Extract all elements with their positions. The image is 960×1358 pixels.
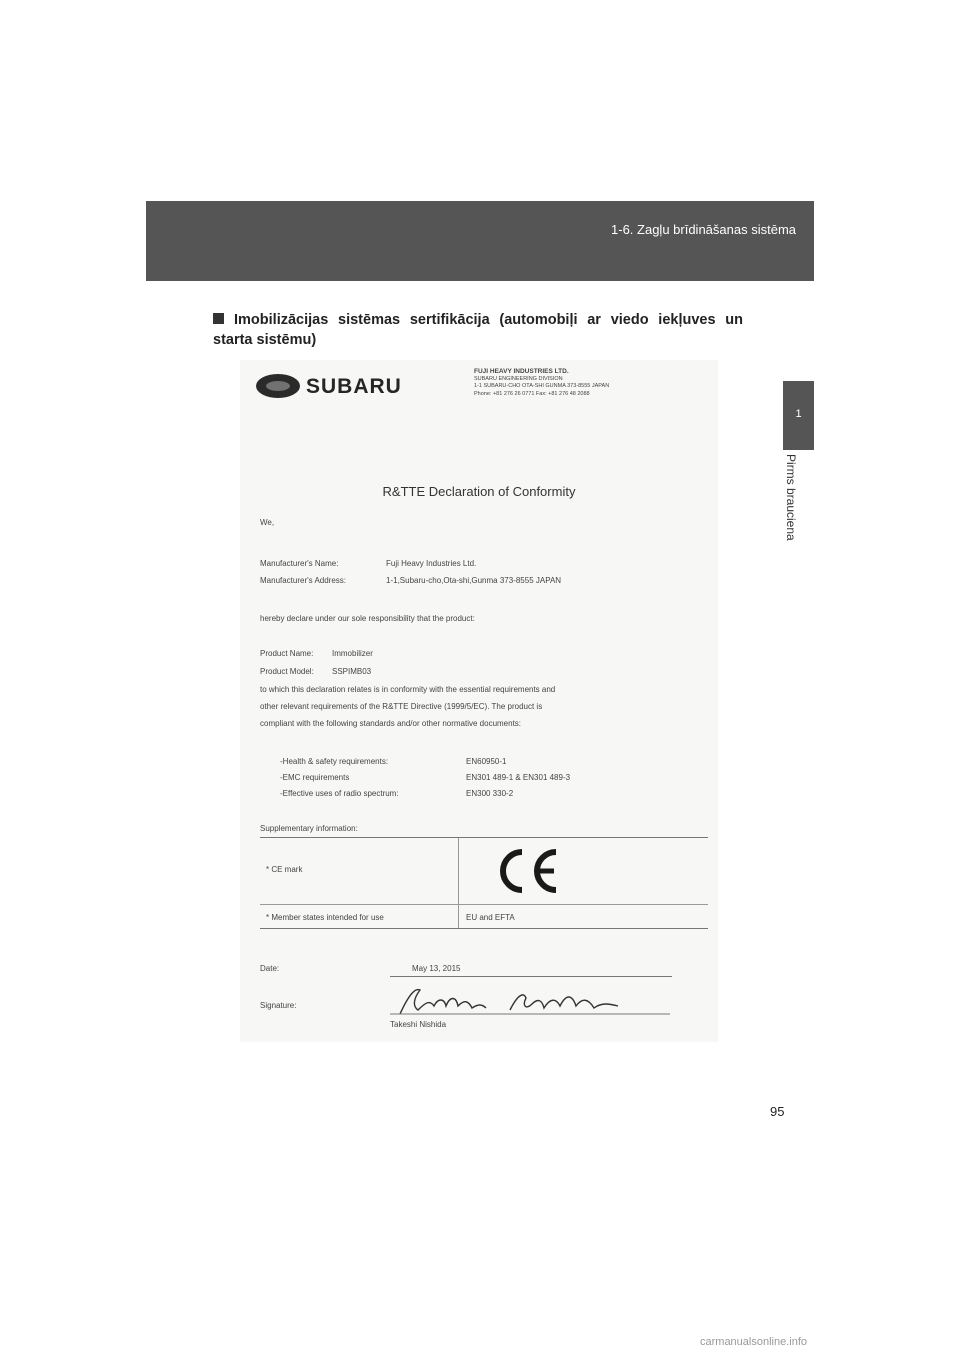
subaru-logo — [256, 372, 406, 400]
section-header-bar — [146, 201, 814, 281]
table-divider — [458, 838, 459, 928]
company-division: SUBARU ENGINEERING DIVISION — [474, 375, 563, 382]
manufacturer-address: 1-1,Subaru-cho,Ota-shi,Gunma 373-8555 JAPAN — [386, 576, 562, 585]
we-text: We, — [260, 518, 275, 527]
watermark-text: carmanualsonline.info — [700, 1336, 808, 1348]
page-number: 95 — [770, 1104, 785, 1119]
chapter-tab: 1 — [783, 381, 814, 450]
section-heading — [213, 310, 743, 350]
standard-value: EN300 330-2 — [466, 789, 514, 798]
date-line — [390, 976, 672, 977]
standard-label: -Health & safety requirements: — [280, 757, 389, 766]
subaru-emblem-icon — [256, 374, 300, 398]
declare-text: hereby declare under our sole responsibility that the product: — [260, 614, 475, 623]
section-heading-text: Imobilizācijas sistēmas sertifikācija (automobiļi ar viedo iekļuves un starta sistēmu) — [213, 312, 743, 348]
manufacturer-name-label: Manufacturer's Name: — [260, 559, 339, 568]
product-model-label: Product Model: — [260, 667, 314, 676]
bullet-square-icon — [213, 313, 224, 324]
ce-mark-label: * CE mark — [266, 865, 303, 874]
signer-name: Takeshi Nishida — [390, 1020, 447, 1029]
date-value: May 13, 2015 — [412, 964, 461, 973]
manufacturer-name: Fuji Heavy Industries Ltd. — [386, 559, 477, 568]
member-states-value: EU and EFTA — [466, 913, 515, 922]
chapter-label — [780, 452, 816, 572]
section-title: 1-6. Zagļu brīdināšanas sistēma — [611, 222, 796, 237]
declaration-title: R&TTE Declaration of Conformity — [382, 484, 576, 499]
company-address: 1-1 SUBARU-CHO OTA-SHI GUNMA 373-8555 JAPAN — [474, 383, 610, 389]
supplementary-label: Supplementary information: — [260, 824, 358, 833]
company-info — [474, 368, 710, 398]
conformity-line-2: other relevant requirements of the R&TTE Directive (1999/5/EC). The product is — [260, 702, 543, 711]
standard-value: EN60950-1 — [466, 757, 507, 766]
conformity-line-1: to which this declaration relates is in conformity with the essential requirements and — [260, 685, 556, 694]
company-phone: Phone: +81 276 26 0771 Fax: +81 276 48 2088 — [474, 390, 590, 397]
standard-label: -EMC requirements — [280, 773, 350, 782]
company-name: FUJI HEAVY INDUSTRIES LTD. — [474, 368, 569, 375]
manufacturer-address-label: Manufacturer's Address: — [260, 576, 347, 585]
signature-image — [390, 984, 670, 1018]
standard-value: EN301 489-1 & EN301 489-3 — [466, 773, 571, 782]
ce-mark-icon — [492, 844, 562, 898]
product-name-label: Product Name: — [260, 649, 314, 658]
date-label: Date: — [260, 964, 280, 973]
table-divider — [260, 904, 708, 905]
signature-label: Signature: — [260, 1001, 297, 1010]
chapter-label-text: Pirms brauciena — [784, 454, 798, 541]
product-model: SSPIMB03 — [332, 667, 372, 676]
standard-label: -Effective uses of radio spectrum: — [280, 789, 399, 798]
supplementary-table — [260, 837, 708, 929]
conformity-line-3: compliant with the following standards and/or other normative documents: — [260, 719, 522, 728]
member-states-label: * Member states intended for use — [266, 913, 384, 922]
logo-wordmark: SUBARU — [306, 375, 402, 398]
declaration-image — [240, 360, 718, 1042]
product-name: Immobilizer — [332, 649, 373, 658]
